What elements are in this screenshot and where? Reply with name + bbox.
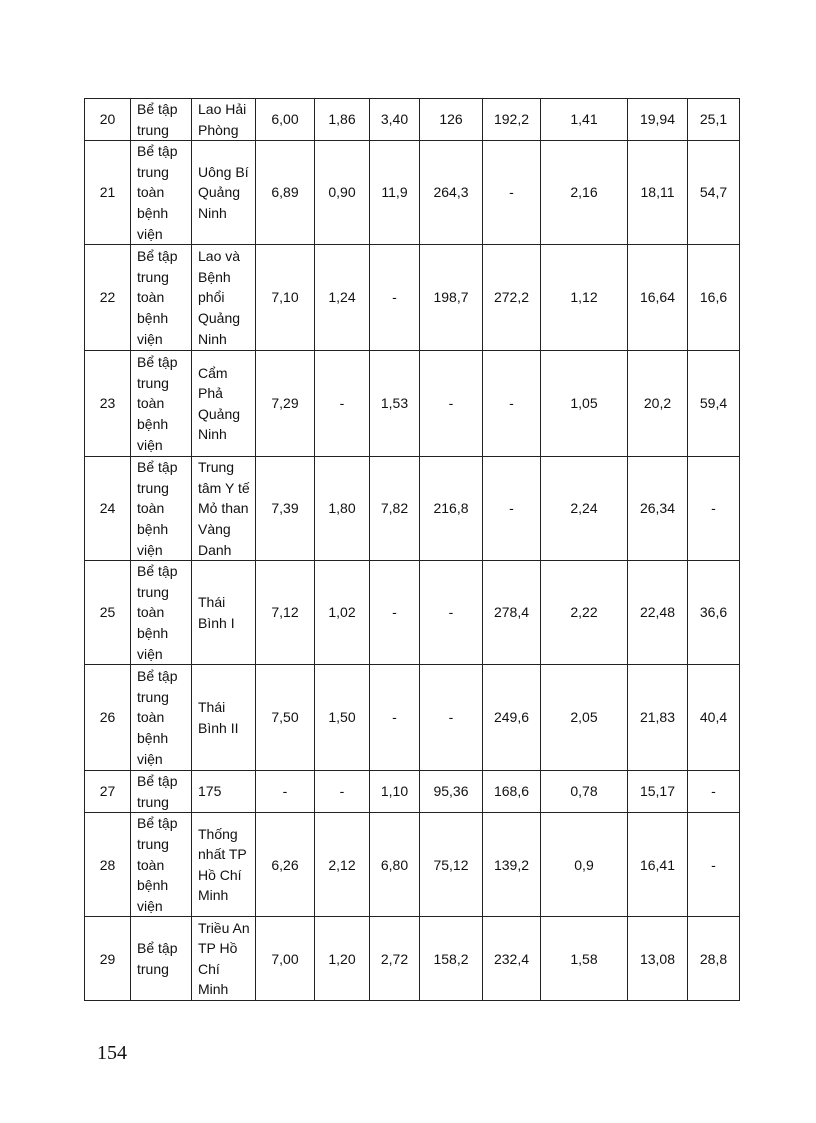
cell-value-7: 19,94: [628, 99, 688, 141]
cell-value-8: -: [688, 813, 740, 917]
cell-value-3: 11,9: [370, 141, 420, 245]
cell-value-3: 2,72: [370, 917, 420, 1001]
cell-value-4: 198,7: [420, 245, 483, 351]
cell-value-8: 40,4: [688, 665, 740, 771]
cell-value-8: -: [688, 771, 740, 813]
cell-value-4: -: [420, 665, 483, 771]
cell-row-number: 25: [85, 561, 131, 665]
cell-value-4: 95,36: [420, 771, 483, 813]
cell-tank-type: Bể tập trung toàn bệnh viện: [131, 245, 192, 351]
cell-location: 175: [192, 771, 256, 813]
cell-value-2: 1,80: [315, 457, 370, 561]
cell-value-2: 1,50: [315, 665, 370, 771]
cell-tank-type: Bể tập trung toàn bệnh viện: [131, 665, 192, 771]
cell-value-1: -: [256, 771, 315, 813]
cell-location: Uông Bí Quảng Ninh: [192, 141, 256, 245]
cell-row-number: 28: [85, 813, 131, 917]
cell-value-3: 6,80: [370, 813, 420, 917]
table-row: [85, 457, 740, 561]
cell-value-1: 6,89: [256, 141, 315, 245]
cell-value-6: 0,9: [541, 813, 628, 917]
cell-location: Cẩm Phả Quảng Ninh: [192, 351, 256, 457]
cell-value-4: 126: [420, 99, 483, 141]
cell-value-7: 16,64: [628, 245, 688, 351]
cell-tank-type: Bể tập trung toàn bệnh viện: [131, 141, 192, 245]
table-row: [85, 141, 740, 245]
cell-value-3: 3,40: [370, 99, 420, 141]
cell-tank-type: Bể tập trung: [131, 99, 192, 141]
cell-value-5: 272,2: [483, 245, 541, 351]
cell-location: Triều An TP Hồ Chí Minh: [192, 917, 256, 1001]
cell-value-1: 7,29: [256, 351, 315, 457]
cell-value-3: 7,82: [370, 457, 420, 561]
table-row: [85, 245, 740, 351]
cell-value-2: -: [315, 771, 370, 813]
cell-value-5: 168,6: [483, 771, 541, 813]
cell-value-7: 16,41: [628, 813, 688, 917]
cell-value-7: 20,2: [628, 351, 688, 457]
cell-value-4: 158,2: [420, 917, 483, 1001]
cell-location: Lao Hải Phòng: [192, 99, 256, 141]
cell-value-7: 15,17: [628, 771, 688, 813]
cell-value-3: -: [370, 665, 420, 771]
cell-value-6: 2,24: [541, 457, 628, 561]
cell-value-6: 2,16: [541, 141, 628, 245]
table-row: [85, 99, 740, 141]
cell-value-4: -: [420, 561, 483, 665]
cell-value-7: 18,11: [628, 141, 688, 245]
cell-value-6: 0,78: [541, 771, 628, 813]
data-table: [84, 98, 740, 1001]
cell-row-number: 23: [85, 351, 131, 457]
cell-value-1: 7,12: [256, 561, 315, 665]
cell-location: Trung tâm Y tế Mỏ than Vàng Danh: [192, 457, 256, 561]
table-row: [85, 351, 740, 457]
cell-value-1: 6,26: [256, 813, 315, 917]
cell-value-3: 1,10: [370, 771, 420, 813]
table-row: [85, 665, 740, 771]
data-table-wrapper: [84, 98, 740, 1001]
cell-location: Thống nhất TP Hồ Chí Minh: [192, 813, 256, 917]
cell-value-1: 7,00: [256, 917, 315, 1001]
cell-value-8: 16,6: [688, 245, 740, 351]
cell-value-7: 26,34: [628, 457, 688, 561]
cell-row-number: 20: [85, 99, 131, 141]
cell-tank-type: Bể tập trung: [131, 917, 192, 1001]
cell-value-3: -: [370, 245, 420, 351]
cell-value-6: 2,05: [541, 665, 628, 771]
cell-value-5: 249,6: [483, 665, 541, 771]
table-row: [85, 813, 740, 917]
cell-value-8: -: [688, 457, 740, 561]
table-body: [85, 99, 740, 1001]
cell-row-number: 29: [85, 917, 131, 1001]
cell-value-6: 2,22: [541, 561, 628, 665]
cell-value-4: 264,3: [420, 141, 483, 245]
cell-value-6: 1,41: [541, 99, 628, 141]
cell-tank-type: Bể tập trung toàn bệnh viện: [131, 813, 192, 917]
cell-value-8: 54,7: [688, 141, 740, 245]
cell-value-6: 1,05: [541, 351, 628, 457]
cell-tank-type: Bể tập trung toàn bệnh viện: [131, 561, 192, 665]
cell-row-number: 22: [85, 245, 131, 351]
cell-value-7: 22,48: [628, 561, 688, 665]
cell-value-1: 7,50: [256, 665, 315, 771]
cell-row-number: 27: [85, 771, 131, 813]
cell-row-number: 26: [85, 665, 131, 771]
cell-location: Thái Bình II: [192, 665, 256, 771]
cell-tank-type: Bể tập trung toàn bệnh viện: [131, 457, 192, 561]
cell-row-number: 21: [85, 141, 131, 245]
table-row: [85, 917, 740, 1001]
cell-location: Lao và Bệnh phổi Quảng Ninh: [192, 245, 256, 351]
cell-value-5: -: [483, 351, 541, 457]
cell-value-5: -: [483, 457, 541, 561]
cell-value-2: 1,02: [315, 561, 370, 665]
cell-value-4: 216,8: [420, 457, 483, 561]
cell-tank-type: Bể tập trung: [131, 771, 192, 813]
cell-value-1: 6,00: [256, 99, 315, 141]
cell-value-5: -: [483, 141, 541, 245]
cell-value-5: 139,2: [483, 813, 541, 917]
cell-value-1: 7,10: [256, 245, 315, 351]
table-row: [85, 771, 740, 813]
cell-value-1: 7,39: [256, 457, 315, 561]
cell-value-3: 1,53: [370, 351, 420, 457]
cell-value-5: 192,2: [483, 99, 541, 141]
table-row: [85, 561, 740, 665]
cell-value-4: 75,12: [420, 813, 483, 917]
cell-value-3: -: [370, 561, 420, 665]
cell-value-5: 232,4: [483, 917, 541, 1001]
cell-value-8: 59,4: [688, 351, 740, 457]
cell-value-2: 0,90: [315, 141, 370, 245]
page-number: 154: [97, 1042, 127, 1064]
cell-value-8: 36,6: [688, 561, 740, 665]
cell-tank-type: Bể tập trung toàn bệnh viện: [131, 351, 192, 457]
cell-value-6: 1,58: [541, 917, 628, 1001]
cell-value-7: 21,83: [628, 665, 688, 771]
cell-value-8: 28,8: [688, 917, 740, 1001]
cell-value-4: -: [420, 351, 483, 457]
cell-row-number: 24: [85, 457, 131, 561]
cell-value-2: 1,86: [315, 99, 370, 141]
cell-value-8: 25,1: [688, 99, 740, 141]
cell-value-2: 1,24: [315, 245, 370, 351]
cell-value-5: 278,4: [483, 561, 541, 665]
cell-value-7: 13,08: [628, 917, 688, 1001]
cell-value-2: -: [315, 351, 370, 457]
cell-value-6: 1,12: [541, 245, 628, 351]
cell-location: Thái Bình I: [192, 561, 256, 665]
cell-value-2: 2,12: [315, 813, 370, 917]
cell-value-2: 1,20: [315, 917, 370, 1001]
